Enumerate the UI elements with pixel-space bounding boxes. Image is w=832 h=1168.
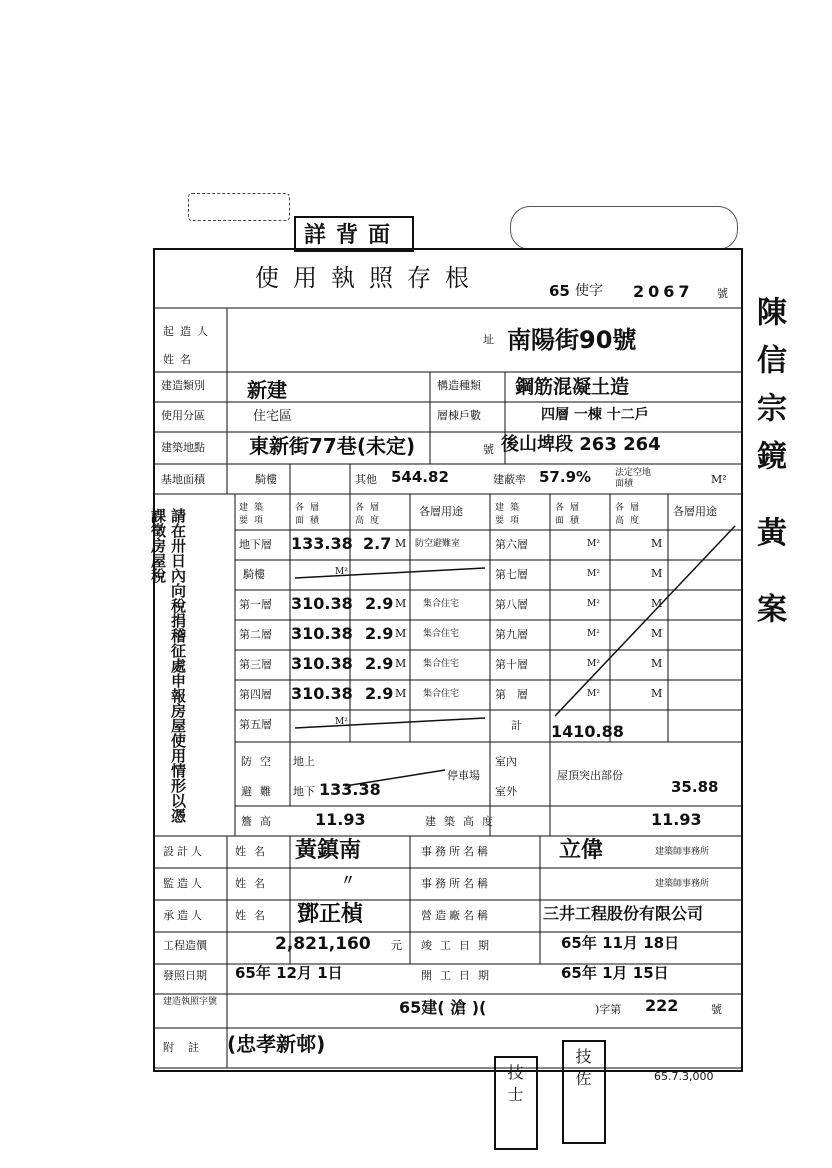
coverage-value: 57.9% (539, 468, 592, 486)
back-stamp (294, 216, 414, 252)
roof-value: 35.88 (671, 778, 719, 796)
start-value: 65年 1月 15日 (561, 964, 669, 982)
designer-role: 設計人 (163, 845, 205, 858)
unit-m: M (395, 657, 407, 670)
floor-area: 310.38 (291, 594, 353, 613)
floor-area: 310.38 (291, 684, 353, 703)
complete-value: 65年 11月 18日 (561, 934, 680, 952)
unit-m: M (651, 657, 663, 670)
unit-m2: M² (587, 659, 600, 669)
unit-m: M (395, 627, 407, 640)
cost-label: 工程造價 (163, 939, 207, 952)
building-height-value: 11.93 (651, 810, 702, 829)
floor-use: 集合住宅 (423, 689, 460, 699)
doc-year: 65 (549, 282, 570, 300)
total-label: 計 (511, 719, 522, 732)
start-label: 開工日期 (421, 969, 497, 982)
floor-label: 第九層 (495, 628, 528, 641)
col-item-right: 建築要項 (495, 503, 526, 526)
designer-office-suffix: 建築師事務所 (655, 847, 710, 857)
unit-m2: M² (587, 629, 600, 639)
complete-label: 竣工日期 (421, 939, 497, 952)
floor-label: 第三層 (239, 658, 272, 671)
unit-m: M (651, 597, 663, 610)
floor-label: 第二層 (239, 628, 272, 641)
coverage-label: 建蔽率 (493, 473, 526, 486)
unit-m2: M² (335, 717, 348, 727)
permit-label: 建造執照字號 (163, 997, 218, 1007)
designer-name: 黃鎮南 (295, 838, 362, 863)
col-height-right: 各層高度 (615, 503, 646, 526)
floor-use: 防空避難室 (415, 539, 461, 549)
building-type-label: 建造類別 (161, 379, 205, 392)
floor-label: 第五層 (239, 718, 272, 731)
remarks-value: (忠孝新邨) (227, 1032, 326, 1056)
unit-m2: M² (587, 569, 600, 579)
floor-height: 2.9 (365, 594, 394, 613)
col-area-right: 各層面積 (555, 503, 586, 526)
contractor-role: 承造人 (163, 909, 205, 922)
floor-height: 2.7 (363, 534, 392, 553)
floor-label: 地下層 (239, 538, 272, 551)
remarks-label: 附註 (163, 1041, 213, 1054)
floor-label: 第十層 (495, 658, 528, 671)
issue-value: 65年 12月 1日 (235, 964, 343, 982)
top-left-stamp (188, 193, 290, 221)
site-value: 東新街77巷(未定) (249, 434, 416, 458)
designer-office-label: 事務所名稱 (421, 845, 491, 858)
floor-label: 第 層 (495, 688, 528, 701)
supervisor-office-label: 事務所名稱 (421, 877, 491, 890)
contractor-name-label: 姓名 (235, 909, 273, 922)
contractor-company-label: 營造廠名稱 (421, 909, 491, 922)
shelter-above: 地上 (293, 755, 315, 768)
floor-label: 第一層 (239, 598, 272, 611)
floor-label: 第七層 (495, 568, 528, 581)
shelter-label-1: 防空 (241, 755, 279, 768)
contractor-name: 鄧正楨 (297, 902, 364, 927)
supervisor-office-suffix: 建築師事務所 (655, 879, 710, 889)
designer-name-label: 姓名 (235, 845, 273, 858)
footer-stamp-2-text: 技佐 (573, 1048, 592, 1092)
area-label: 基地面積 (161, 473, 205, 486)
floor-label: 第六層 (495, 538, 528, 551)
supervisor-name-label: 姓名 (235, 877, 273, 890)
permit-end: 號 (711, 1003, 722, 1016)
site-label: 建築地點 (161, 441, 205, 454)
floor-height: 2.9 (365, 684, 394, 703)
unit-m: M (651, 537, 663, 550)
col-use-left: 各層用途 (419, 505, 463, 518)
shelter-below: 地下 (293, 785, 315, 798)
col-area-left: 各層面積 (295, 503, 326, 526)
structure-type-label: 構造種類 (437, 379, 481, 392)
designer-office: 立偉 (559, 838, 604, 863)
floor-use: 集合住宅 (423, 629, 460, 639)
permit-suffix: )字第 (595, 1003, 622, 1016)
eave-label: 簷高 (241, 815, 279, 828)
shelter-below-value: 133.38 (319, 780, 381, 799)
address-label: 址 (483, 333, 494, 346)
eave-value: 11.93 (315, 810, 366, 829)
parking-label: 停車場 (447, 769, 480, 782)
floor-label: 騎樓 (243, 568, 265, 581)
floor-area: 310.38 (291, 654, 353, 673)
col-height-left: 各層高度 (355, 503, 386, 526)
builder-label: 起造人 姓名 (163, 325, 214, 366)
floor-label: 第四層 (239, 688, 272, 701)
corner-seal (510, 206, 738, 250)
unit-m2: M² (587, 599, 600, 609)
floors-label: 層棟戶數 (437, 409, 481, 422)
footer-stamp-2 (562, 1040, 606, 1144)
floor-use: 集合住宅 (423, 599, 460, 609)
unit-m: M (651, 567, 663, 580)
parking-indoor: 室內 (495, 755, 517, 768)
footer-stamp-1-text: 技士 (505, 1064, 524, 1108)
roof-label: 屋頂突出部份 (557, 769, 623, 782)
cost-value: 2,821,160 (275, 934, 371, 954)
unit-m: M (651, 627, 663, 640)
total-value: 1410.88 (551, 722, 624, 741)
col-use-right: 各層用途 (673, 505, 717, 518)
usage-license-form (153, 248, 743, 1072)
building-type-value: 新建 (247, 378, 287, 402)
address-value: 南陽街90號 (507, 326, 637, 354)
issue-label: 發照日期 (163, 969, 207, 982)
unit-m: M (395, 597, 407, 610)
floors-value: 四層 一棟 十二戶 (541, 407, 649, 423)
site-lot-label: 號 (483, 443, 494, 456)
unit-m: M (395, 687, 407, 700)
other-label: 其他 (355, 473, 377, 486)
floor-use: 集合住宅 (423, 659, 460, 669)
footer-stamp-1 (494, 1056, 538, 1150)
building-height-label: 建築高度 (425, 815, 501, 828)
legal-open-label: 法定空地面積 (615, 468, 652, 489)
left-margin-note: 請在卅日內向稅捐稽征處申報房屋使用情形以憑課徵房屋稅 (149, 508, 187, 823)
permit-number: 222 (645, 996, 679, 1015)
site-lot-value: 後山埤段 263 264 (501, 434, 661, 455)
floor-height: 2.9 (365, 654, 394, 673)
supervisor-role: 監造人 (163, 877, 205, 890)
doc-number: 2067 (633, 282, 694, 301)
unit-m2: M² (587, 539, 600, 549)
cost-unit: 元 (391, 939, 402, 952)
doc-suffix: 號 (717, 287, 728, 300)
permit-value: 65建( 滄 )( (399, 998, 487, 1017)
zone-label: 使用分區 (161, 409, 205, 422)
supervisor-name: 〃 (341, 873, 355, 889)
area-unit: M² (711, 473, 727, 486)
form-title: 使用執照存根 (255, 264, 483, 292)
zone-value: 住宅區 (253, 409, 293, 424)
floor-height: 2.9 (365, 624, 394, 643)
parking-outdoor: 室外 (495, 785, 517, 798)
shelter-label-2: 避難 (241, 785, 279, 798)
floor-area: 133.38 (291, 534, 353, 553)
unit-m2: M² (587, 689, 600, 699)
print-mark: 65.7.3,000 (654, 1070, 714, 1083)
floor-area: 310.38 (291, 624, 353, 643)
arcade-label: 騎樓 (255, 473, 277, 486)
unit-m: M (395, 537, 407, 550)
doc-type: 使字 (575, 283, 603, 299)
contractor-company: 三井工程股份有限公司 (543, 904, 704, 923)
other-value: 544.82 (391, 468, 449, 486)
col-item-left: 建築要項 (239, 503, 270, 526)
unit-m2: M² (335, 567, 348, 577)
unit-m: M (651, 687, 663, 700)
structure-type-value: 鋼筋混凝土造 (515, 376, 630, 398)
right-margin-note: 陳信宗鏡 黃 案 (751, 296, 786, 641)
floor-label: 第八層 (495, 598, 528, 611)
back-stamp-text: 詳背面 (304, 222, 401, 248)
